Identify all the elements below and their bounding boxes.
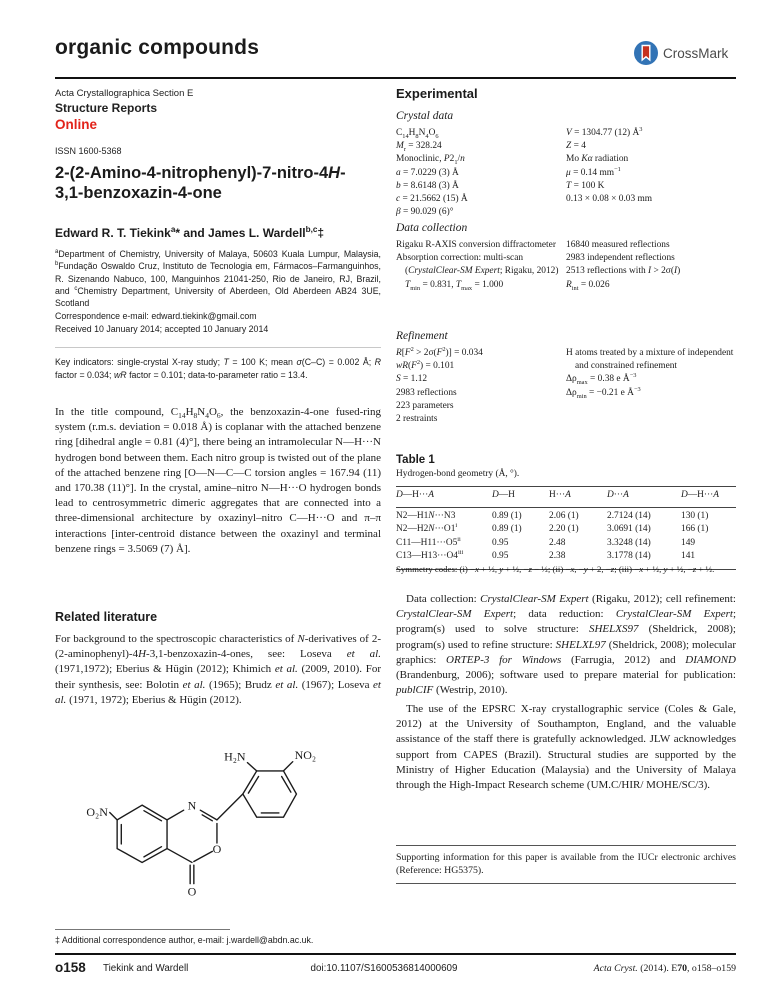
table-header-cell: D—H···A	[681, 490, 720, 500]
refinement-item: S = 1.12	[396, 374, 428, 385]
table-cell: 2.48	[549, 537, 566, 548]
table-row	[396, 521, 736, 538]
table-cell: 141	[681, 551, 696, 561]
refinement-item: H atoms treated by a mixture of independent and constrained refinement	[566, 348, 734, 372]
software-paragraph: Data collection: CrystalClear-SM Expert (Rigaku, 2012); cell refinement: CrystalClear-SM Expert; data reduction: CrystalClear-SM Expert; program(s) used to solve structure: SHELXS97 (Sheldrick, 2008); program(s) used to refine structure: SHELXL97 (Sheldrick, 2008); molecular graphics: ORTEP-3 for Windows (Farrugia, 2012) and DIAMOND (Brandenburg, 2006); software used to prepare material for publication: publCIF (Westrip, 2010).	[396, 593, 736, 697]
footer-doi: doi:10.1107/S1600536814000609	[310, 963, 458, 974]
header-rule	[55, 77, 736, 79]
table-cell: $C11—H11\cdot\cdot\cdot O5^{ii}$	[396, 535, 461, 548]
supporting-information-note: Supporting information for this paper is available from the IUCr electronic archives (Reference: HG5375).	[396, 845, 736, 884]
article-title: 2-(2-Amino-4-nitrophenyl)-7-nitro-4H- 3,1-benzoxazin-4-one	[55, 164, 346, 203]
scheme-label-nitro-left: O₂N	[86, 805, 108, 820]
crossmark-label: CrossMark	[663, 45, 729, 61]
crystal-data-item: b = 8.6148 (3) Å	[396, 180, 459, 191]
related-literature-text: For background to the spectroscopic characteristics of N-derivatives of 2-(2-aminophenyl)-4H-3,1-benzoxazin-4-ones, see: Loseva et al. (1971,1972); Eberius & Hügin (2012); Khimich et al. (2009, 2010). For their synthesis, see: Bolotin et al. (1965); Brudz et al. (1967); Loseva et al. (1971, 1972); Eberius & Hügin (2012).	[55, 633, 382, 706]
crossmark-badge[interactable]	[633, 40, 728, 66]
crystal-data-item: 0.13 × 0.08 × 0.03 mm	[566, 194, 653, 205]
refinement-item: 223 parameters	[396, 400, 454, 411]
chemical-structure-scheme	[70, 738, 375, 924]
table-cell: 149	[681, 537, 696, 548]
table-cell: 130 (1)	[681, 510, 709, 521]
refinement-item: $\Delta\rho_{max} = 0.38$ e $Å^{-3}$	[566, 372, 637, 387]
table-cell: N2—H1N···N3	[396, 510, 456, 521]
crystal-data-item: β = 90.029 (6)°	[396, 207, 454, 218]
scheme-label-ring-oxygen: O	[212, 842, 222, 857]
data-collection-item: Absorption correction: multi-scan (CrystalClear-SM Expert; Rigaku, 2012)	[396, 253, 559, 277]
data-collection-item: 2513 reflections with I > 2σ(I)	[566, 266, 681, 277]
table-cell: 2.38	[549, 551, 566, 561]
table-header-cell: H···A	[549, 490, 571, 500]
table-cell: 2.20 (1)	[549, 524, 579, 534]
scheme-label-carbonyl-oxygen: O	[187, 884, 197, 899]
journal-online-label: Online	[55, 116, 98, 132]
symmetry-codes: Symmetry codes: (i) −x + ½, y + ½, −z − ½; (ii) −x, −y + 2, −z; (iii) −x + ½, y + ½, −z + ½.	[396, 564, 715, 574]
table1-caption: Hydrogen-bond geometry (Å, °).	[396, 469, 520, 479]
experimental-heading: Experimental	[396, 86, 478, 101]
data-collection-heading: Data collection	[396, 222, 468, 234]
crystal-data-item: c = 21.5662 (15) Å	[396, 194, 468, 205]
refinement-heading: Refinement	[396, 330, 448, 342]
received-accepted-dates: Received 10 January 2014; accepted 10 January 2014	[55, 324, 269, 334]
table-row	[396, 511, 736, 525]
table-cell: 3.0691 (14)	[607, 524, 651, 534]
table-cell: 166 (1)	[681, 524, 709, 534]
journal-series: Acta Crystallographica Section E	[55, 88, 194, 99]
crystal-data-item: Mo Kα radiation	[566, 154, 629, 165]
scheme-label-nitro-right: NO₂	[294, 747, 317, 762]
table-cell: 2.06 (1)	[549, 510, 579, 521]
article-authors: Edward R. T. Tiekink$^a$* and James L. Wardell$^{b,c}$‡	[55, 225, 325, 240]
crystal-data-heading: Crystal data	[396, 110, 454, 122]
table-header-cell: D···A	[607, 490, 629, 500]
table-cell: 0.89 (1)	[492, 510, 522, 521]
correspondence-footnote: ‡ Additional correspondence author, e-mail: j.wardell@abdn.ac.uk.	[55, 935, 314, 945]
footer-page-number: o158	[55, 960, 86, 975]
footer-running-authors: Tiekink and Wardell	[103, 963, 189, 974]
hydrogen-bond-table	[396, 486, 736, 570]
related-literature-heading: Related literature	[55, 610, 158, 624]
journal-info-block	[55, 88, 193, 157]
table-cell: 0.95	[492, 537, 509, 548]
refinement-item: 2 restraints	[396, 414, 438, 425]
scheme-label-amine: H₂N	[224, 749, 246, 764]
refinement-item: $wR(F^2) = 0.101$	[396, 359, 455, 372]
crossmark-icon	[633, 40, 659, 66]
footnote-rule	[55, 929, 230, 930]
table-cell: 3.1778 (14)	[607, 551, 651, 561]
data-collection-item: 16840 measured reflections	[566, 240, 670, 250]
footer-citation: Acta Cryst. (2014). E70, o158–o159	[593, 963, 736, 974]
crystal-data-item: V = 1304.77 (12) $Å^3$	[566, 125, 643, 138]
refinement-item: $\Delta\rho_{min} = -0.21$ e $Å^{-3}$	[566, 385, 641, 400]
refinement-item: $R[F^2 > 2\sigma(F^2)] = 0.034$	[396, 345, 483, 358]
abstract-paragraph: In the title compound, $C_{14}H_8N_4O_6$, the benzoxazin-4-one fused-ring system (r.m.s. deviation = 0.018 Å) is coplanar with the attached benzene ring [dihedral angle = 0.81 (4)°], there being an intramolecular N—H···N hydrogen bond between them. Each nitro group is twisted out of the plane of the attached benzene ring [O—N—C—C torsion angles = 167.94 (11) and 170.38 (11)°]. In the crystal, amine–nitro N—H···O hydrogen bonds lead to centrosymmetric dimeric aggregates that are connected into a three-dimensional architecture by oxazinyl–nitro C—H···O and π–π interactions [inter-centroid distance between the oxazinyl and terminal benzene rings = 3.5069 (7) Å].	[55, 406, 381, 555]
table-header-cell: D—H	[492, 490, 515, 500]
author-affiliations: $^a$Department of Chemistry, University of Malaya, 50603 Kuala Lumpur, Malaysia, $^b$Fundação Oswaldo Cruz, Instituto de Tecnologia em, Fármacos–Farmanguinhos, R. Sizenando Nabuco, 100, Manguinhos 21041-250, Rio de Janeiro, RJ, Brazil, and $^c$Chemistry Department, University of Aberdeen, Old Aberdeen AB24 3UE, Scotland Correspondence e-mail: edward.tiekink@gmail.com	[55, 249, 381, 321]
crystal-data-item: $C_{14}H_8N_4O_6$	[396, 128, 439, 140]
scheme-label-ring-nitrogen: N	[187, 798, 197, 813]
table-cell: 2.7124 (14)	[607, 510, 651, 521]
table-cell: 0.89 (1)	[492, 524, 522, 534]
table-cell: 3.3248 (14)	[607, 537, 651, 548]
data-collection-item: 2983 independent reflections	[566, 253, 675, 264]
journal-name: Structure Reports	[55, 100, 158, 115]
crystal-data-item: a = 7.0229 (3) Å	[396, 167, 459, 178]
acknowledgements-paragraph: The use of the EPSRC X-ray crystallographic service (Coles & Gale, 2012) at the University of Southampton, England, and the valuable assistance of the staff there is gratefully acknowledged. JLW acknowledges support from CAPES (Brazil). Structural studies are supported by the Ministry of Higher Education (Malaysia) and the University of Malaya through the High-Impact Research scheme (UM.C/HIR/ MOHE/SC/3).	[396, 703, 736, 792]
page-section-title: organic compounds	[55, 36, 260, 59]
table1-label: Table 1	[396, 454, 435, 466]
data-collection-item: Rigaku R-AXIS conversion diffractometer	[396, 240, 556, 250]
table-cell: $C13—H13\cdot\cdot\cdot O4^{iii}$	[396, 548, 464, 561]
table-cell: 0.95	[492, 551, 509, 561]
footer-rule	[55, 953, 736, 955]
crystal-data-item: T = 100 K	[566, 180, 605, 191]
table-row	[396, 535, 736, 552]
data-collection-item: $R_{int} = 0.026$	[566, 279, 610, 292]
key-indicators-rule	[55, 347, 381, 348]
table-cell: $N2—H2N\cdot\cdot\cdot O1^i$	[396, 521, 458, 534]
refinement-item: 2983 reflections	[396, 387, 457, 398]
crystal-data-item: μ = 0.14 $mm^{-1}$	[566, 165, 621, 178]
data-collection-item: $T_{min} = 0.831$, $T_{max} = 1.000$	[405, 279, 504, 292]
crystal-data-item: Z = 4	[566, 141, 586, 152]
table-header-cell: D—H···A	[396, 490, 435, 500]
key-indicators: Key indicators: single-crystal X-ray study; T = 100 K; mean σ(C–C) = 0.002 Å; R factor = 0.034; wR factor = 0.101; data-to-parameter ratio = 13.4.	[55, 357, 381, 380]
table-header-row	[396, 486, 736, 508]
crystal-data-item: $M_r = 328.24$	[396, 141, 442, 154]
journal-issn: ISSN 1600-5368	[55, 145, 122, 156]
crystal-data-item: Monoclinic, $P2_1/n$	[396, 154, 465, 167]
